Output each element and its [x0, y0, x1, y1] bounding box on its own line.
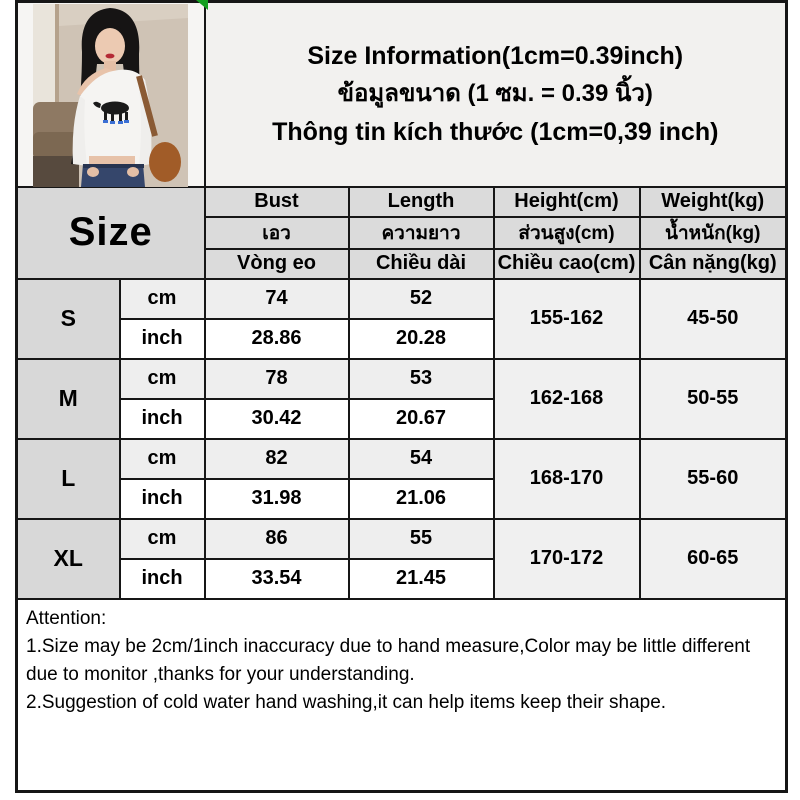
- weight-range-xl: 60-65: [640, 519, 787, 599]
- column-header-weight-th: น้ำหนัก(kg): [640, 217, 787, 249]
- column-header-length-en: Length: [349, 187, 494, 217]
- column-header-bust-vi: Vòng eo: [205, 249, 349, 279]
- height-range-xl: 170-172: [494, 519, 640, 599]
- column-header-length-vi: Chiều dài: [349, 249, 494, 279]
- bust-cm-value-s: 74: [205, 279, 349, 319]
- lips: [106, 54, 115, 59]
- length-inch-value-l: 21.06: [349, 479, 494, 519]
- weight-range-m: 50-55: [640, 359, 787, 439]
- attention-note-1: 1.Size may be 2cm/1inch inaccuracy due to hand measure,Color may be little different due to monitor ,thanks for your understanding.: [26, 635, 751, 685]
- attention-row: [17, 599, 787, 792]
- unit-label-cm: cm: [120, 519, 205, 559]
- length-inch-value-m: 20.67: [349, 399, 494, 439]
- column-header-length-th: ความยาว: [349, 217, 494, 249]
- height-range-l: 168-170: [494, 439, 640, 519]
- title-vietnamese: Thông tin kích thước (1cm=0,39 inch): [272, 118, 719, 147]
- height-range-m: 162-168: [494, 359, 640, 439]
- face: [95, 28, 125, 64]
- bust-cm-value-m: 78: [205, 359, 349, 399]
- unit-label-inch: inch: [120, 319, 205, 359]
- attention-note-2: 2.Suggestion of cold water hand washing,it can help items keep their shape.: [26, 691, 667, 713]
- table-row-s-cm: [17, 279, 787, 319]
- length-inch-value-xl: 21.45: [349, 559, 494, 599]
- table-row-xl-cm: [17, 519, 787, 559]
- bust-cm-value-l: 82: [205, 439, 349, 479]
- hand-right: [127, 167, 139, 177]
- column-header-height-th: ส่วนสูง(cm): [494, 217, 640, 249]
- column-header-weight-vi: Cân nặng(kg): [640, 249, 787, 279]
- product-photo-cell: [17, 2, 205, 187]
- bust-inch-value-s: 28.86: [205, 319, 349, 359]
- hand-left: [87, 167, 99, 177]
- attention-heading: Attention:: [26, 607, 107, 629]
- header-row-english: [17, 187, 787, 217]
- length-cm-value-l: 54: [349, 439, 494, 479]
- unit-label-cm: cm: [120, 279, 205, 319]
- size-label-m: M: [17, 359, 120, 439]
- column-header-weight-en: Weight(kg): [640, 187, 787, 217]
- bag: [149, 142, 181, 182]
- table-row-m-cm: [17, 359, 787, 399]
- column-header-bust-th: เอว: [205, 217, 349, 249]
- title-english: Size Information(1cm=0.39inch): [307, 42, 684, 71]
- unit-label-inch: inch: [120, 479, 205, 519]
- top-section: [17, 2, 787, 187]
- column-header-bust-en: Bust: [205, 187, 349, 217]
- attention-box: [17, 599, 787, 792]
- product-photo: [33, 4, 188, 187]
- column-header-height-en: Height(cm): [494, 187, 640, 217]
- weight-range-s: 45-50: [640, 279, 787, 359]
- bust-inch-value-m: 30.42: [205, 399, 349, 439]
- height-range-s: 155-162: [494, 279, 640, 359]
- size-label-xl: XL: [17, 519, 120, 599]
- length-cm-value-s: 52: [349, 279, 494, 319]
- column-header-height-vi: Chiều cao(cm): [494, 249, 640, 279]
- size-label-s: S: [17, 279, 120, 359]
- size-header-cell: Size: [17, 187, 205, 279]
- unit-label-cm: cm: [120, 439, 205, 479]
- bust-inch-value-xl: 33.54: [205, 559, 349, 599]
- weight-range-l: 55-60: [640, 439, 787, 519]
- length-inch-value-s: 20.28: [349, 319, 494, 359]
- size-label-l: L: [17, 439, 120, 519]
- unit-label-inch: inch: [120, 399, 205, 439]
- title-thai: ข้อมูลขนาด (1 ซม. = 0.39 นิ้ว): [337, 80, 653, 108]
- bust-inch-value-l: 31.98: [205, 479, 349, 519]
- table-row-l-cm: [17, 439, 787, 479]
- title-block: [205, 2, 787, 187]
- length-cm-value-m: 53: [349, 359, 494, 399]
- bust-cm-value-xl: 86: [205, 519, 349, 559]
- size-chart-table: [15, 0, 788, 793]
- unit-label-cm: cm: [120, 359, 205, 399]
- midriff: [89, 156, 135, 164]
- unit-label-inch: inch: [120, 559, 205, 599]
- length-cm-value-xl: 55: [349, 519, 494, 559]
